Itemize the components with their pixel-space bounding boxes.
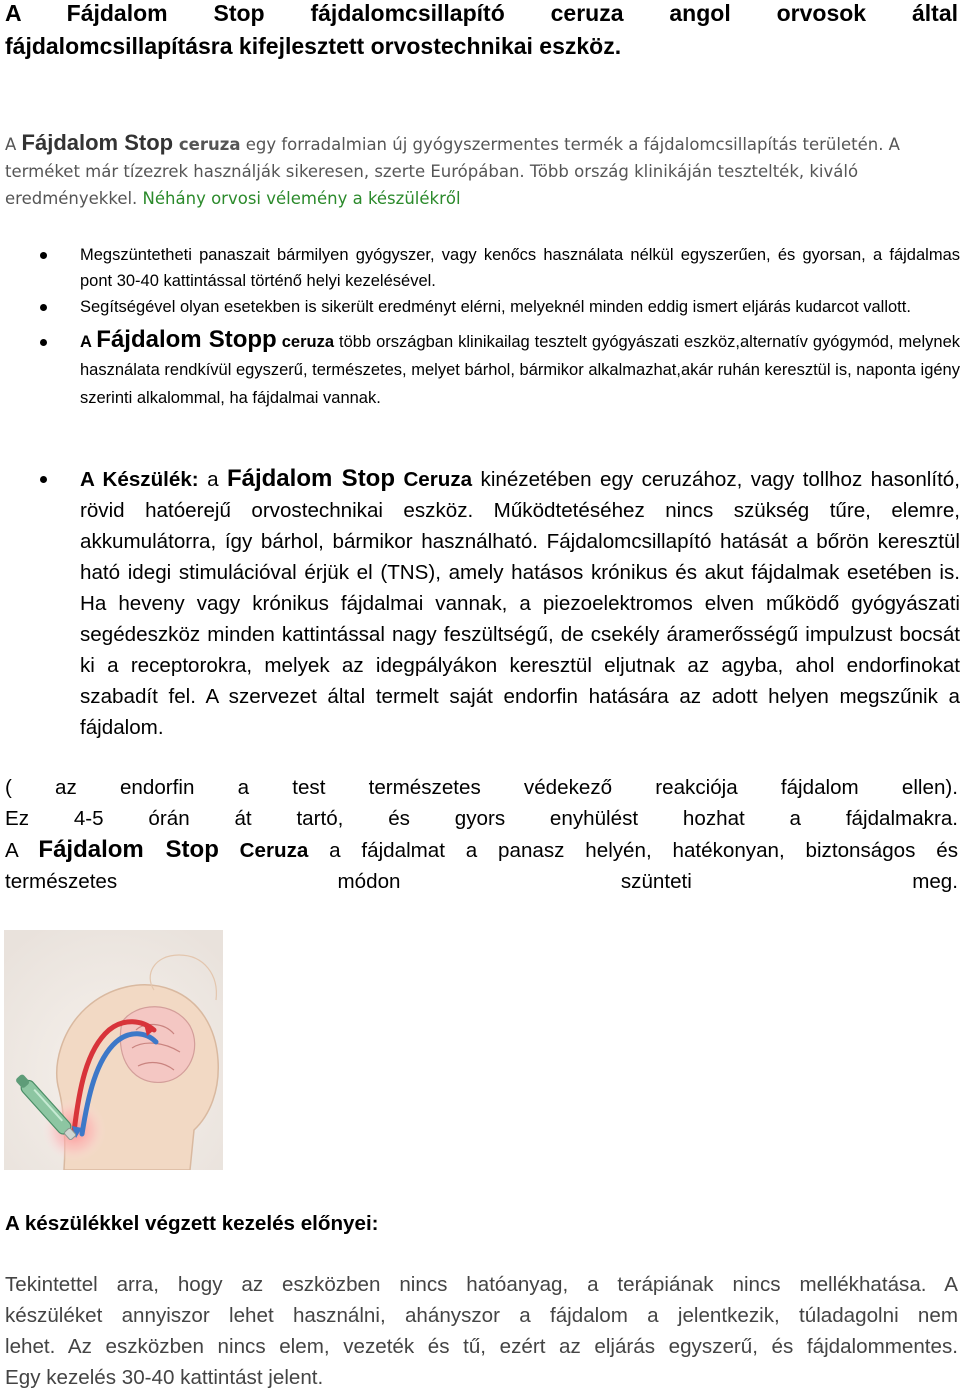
bullet-icon xyxy=(40,339,47,346)
bullet-icon xyxy=(40,304,47,311)
nerve-stimulation-illustration xyxy=(4,930,223,1170)
final-line-2: készüléket annyiszor lehet használni, ahányszor a fájdalom a jelentkezik, túladagolni nem xyxy=(5,1304,958,1327)
endorfin-line-4: természetes módon szünteti meg. xyxy=(5,870,958,893)
bullet-icon xyxy=(40,252,47,259)
list-item-text: Megszüntetheti panaszait bármilyen gyógyszer, vagy kenőcs használata nélkül egyszerűen, és gyorsan, a fájdalmas pont 30-40 kattintással történő helyi kezelésével. xyxy=(80,246,960,290)
endorfin-paragraph xyxy=(5,772,958,897)
device-a: a xyxy=(198,468,227,491)
intro-ceruza: ceruza xyxy=(173,135,241,154)
benefits-list xyxy=(0,242,960,412)
device-description-text: kinézetében egy ceruzához, vagy tollhoz hasonlító, rövid hatóerejű orvostechnikai eszköz. Működtetéséhez nincs szükség tűre, elemre, akkumulátorra, így bárhol, bármikor használható. Fájdalomcsillapító hatását a bőrön keresztül ható idegi stimulációval érjük el (TNS), amely hatásos krónikus és akut fájdalmak esetében is. Ha heveny vagy krónikus fájdalmai vannak, a piezoelektromos elven működő gyógyászati segédeszköz minden kattintással nagy feszültségű, de csekély áramerősségű impulzust bocsát ki a receptorokra, melyek az idegpályákon keresztül eljutnak az agyba, ahol endorfinokat szabadít fel. A szervezet által termelt saját endorfin hatására az adott helyen megszűnik a fájdalom. xyxy=(80,468,960,739)
intro-paragraph xyxy=(5,129,958,212)
doctor-opinions-link[interactable]: Néhány orvosi vélemény a készülékről xyxy=(142,189,461,208)
device-brand: Fájdalom Stop xyxy=(226,465,396,492)
device-ceruza: Ceruza xyxy=(403,468,473,491)
final-line-1: Tekintettel arra, hogy az eszközben nincs hatóanyag, a terápiának nincs mellékhatása. A xyxy=(5,1273,958,1296)
endorfin-line-3 xyxy=(5,834,958,866)
list-item xyxy=(0,294,960,320)
device-description-list xyxy=(0,463,960,743)
intro-text: egy forradalmian új gyógyszermentes termék a fájdalomcsillapítás területén. A terméket már tízezrek használják sikeresen, szerte Európában. Több ország klinikáján tesztelték, kiváló eredményekkel. xyxy=(5,135,900,208)
item-brand: Fájdalom Stopp xyxy=(96,326,277,353)
bullet-icon xyxy=(40,476,47,483)
brain-icon xyxy=(120,1007,194,1083)
line3-text: a fájdalmat a panasz helyén, hatékonyan, biztonságos és xyxy=(308,839,958,862)
final-line-4: Egy kezelés 30-40 kattintást jelent. xyxy=(5,1366,324,1389)
item-ceruza: ceruza xyxy=(281,333,334,351)
line3-brand: Fájdalom Stop xyxy=(38,836,219,863)
title-line-2: fájdalomcsillapításra kifejlesztett orvostechnikai eszköz. xyxy=(5,33,622,59)
benefits-heading: A készülékkel végzett kezelés előnyei: xyxy=(5,1212,379,1235)
title-line-1: A Fájdalom Stop fájdalomcsillapító ceruza angol orvosok által xyxy=(5,0,958,26)
line3-prefix: A xyxy=(5,839,39,862)
item-prefix: A xyxy=(80,333,97,351)
line3-ceruza: Ceruza xyxy=(218,839,309,862)
list-item xyxy=(0,242,960,294)
final-paragraph xyxy=(5,1269,958,1393)
list-item xyxy=(0,463,960,743)
endorfin-line-1: ( az endorfin a test természetes védekező reakciója fájdalom ellen). xyxy=(5,776,958,799)
document-title xyxy=(5,0,958,63)
intro-brand: Fájdalom Stop xyxy=(21,130,174,155)
intro-prefix: A xyxy=(5,135,22,154)
endorfin-line-2: Ez 4-5 órán át tartó, és gyors enyhülést hozhat a fájdalmakra. xyxy=(5,807,958,830)
final-line-3: lehet. Az eszközben nincs elem, vezeték és tű, ezért az eljárás egyszerű, és fájdalommentes. xyxy=(5,1335,958,1358)
list-item-text: Segítségével olyan esetekben is sikerült eredményt elérni, melyeknél minden eddig ismert eljárás kudarcot vallott. xyxy=(80,298,911,316)
device-label: A Készülék: xyxy=(80,468,199,491)
list-item xyxy=(0,326,960,412)
item-text: több országban klinikailag tesztelt gyógyászati eszköz,alternatív gyógymód, melynek használata rendkívül egyszerű, természetes, melyet bárhol, bármikor alkalmazhat,akár ruhán keresztül is, naponta igény szerinti alkalommal, ha fájdalmai vannak. xyxy=(80,333,960,407)
